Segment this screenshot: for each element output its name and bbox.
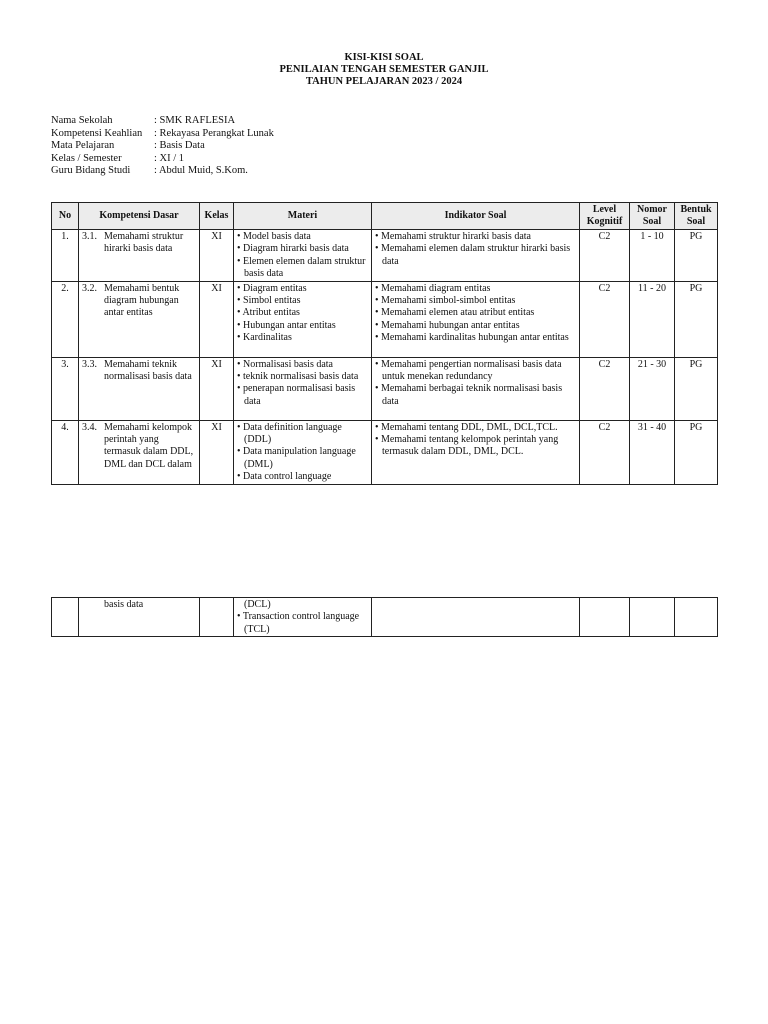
cell-no bbox=[52, 598, 79, 637]
cell-kelas bbox=[200, 598, 234, 637]
header-line: Soal bbox=[642, 216, 662, 227]
info-row bbox=[51, 115, 274, 128]
table-row bbox=[52, 230, 718, 282]
header-line: Kognitif bbox=[586, 216, 623, 227]
list-item: • Memahami struktur hirarki basis data bbox=[375, 231, 576, 243]
cell-no: 2. bbox=[52, 281, 79, 357]
list-item: • Data control language bbox=[237, 471, 368, 483]
kd-number: 3.2. bbox=[82, 282, 97, 294]
cell-indikator bbox=[372, 420, 580, 484]
cell-bentuk: PG bbox=[675, 420, 718, 484]
info-row bbox=[51, 153, 274, 166]
info-block bbox=[51, 115, 274, 178]
header-line: Level bbox=[592, 204, 617, 215]
list-item: • Memahami diagram entitas bbox=[375, 283, 576, 295]
cell-indikator bbox=[372, 281, 580, 357]
cell-kelas: XI bbox=[200, 357, 234, 420]
info-label: Nama Sekolah bbox=[51, 115, 113, 126]
list-item: • Memahami berbagai teknik normalisasi basis data bbox=[375, 383, 576, 408]
materi-continued-text: (DCL) bbox=[244, 599, 271, 610]
cell-materi bbox=[234, 230, 372, 282]
list-item: • penerapan normalisasi basis data bbox=[237, 383, 368, 408]
cell-no: 3. bbox=[52, 357, 79, 420]
info-row bbox=[51, 140, 274, 153]
header-line: Nomor bbox=[637, 204, 667, 215]
cell-nomor: 21 - 30 bbox=[630, 357, 675, 420]
list-item: • Memahami tentang DDL, DML, DCL,TCL. bbox=[375, 422, 576, 434]
table-row bbox=[52, 281, 718, 357]
cell-indikator bbox=[372, 357, 580, 420]
cell-level bbox=[580, 598, 630, 637]
col-header-bentuk-soal bbox=[675, 203, 718, 230]
cell-kompetensi-dasar bbox=[79, 357, 200, 420]
doc-subtitle: PENILAIAN TENGAH SEMESTER GANJIL bbox=[279, 64, 489, 75]
list-item: • Memahami hubungan antar entitas bbox=[375, 320, 576, 332]
info-value: : Rekayasa Perangkat Lunak bbox=[154, 127, 274, 139]
info-label: Kompetensi Keahlian bbox=[51, 127, 143, 139]
kd-text: basis data bbox=[104, 599, 144, 610]
list-item: • Memahami simbol-simbol entitas bbox=[375, 295, 576, 307]
list-item: • Hubungan antar entitas bbox=[237, 320, 368, 332]
info-row bbox=[51, 128, 274, 141]
list-item: • Kardinalitas bbox=[237, 332, 368, 344]
list-item: • Memahami elemen atau atribut entitas bbox=[375, 307, 576, 319]
list-item: • Memahami pengertian normalisasi basis data untuk menekan redundancy bbox=[375, 359, 576, 384]
list-item: • Memahami tentang kelompok perintah yang termasuk dalam DDL, DML, DCL. bbox=[375, 434, 576, 459]
info-label: Kelas / Semester bbox=[51, 152, 122, 164]
cell-nomor bbox=[630, 598, 675, 637]
kd-text: Memahami kelompok perintah yang termasuk dalam DDL, DML dan DCL dalam bbox=[104, 421, 194, 470]
kisi-kisi-table-continued bbox=[51, 597, 718, 637]
cell-kelas: XI bbox=[200, 420, 234, 484]
col-header-no: No bbox=[52, 203, 79, 230]
table-row bbox=[52, 598, 718, 637]
cell-kompetensi-dasar bbox=[79, 281, 200, 357]
info-value: : Abdul Muid, S.Kom. bbox=[154, 165, 248, 177]
list-item: • Elemen elemen dalam struktur basis data bbox=[237, 256, 368, 281]
list-item: • Transaction control language (TCL) bbox=[237, 611, 368, 636]
list-item: • Diagram entitas bbox=[237, 283, 368, 295]
list-item: • Simbol entitas bbox=[237, 295, 368, 307]
col-header-nomor-soal bbox=[630, 203, 675, 230]
cell-indikator bbox=[372, 598, 580, 637]
info-label: Guru Bidang Studi bbox=[51, 165, 131, 177]
list-item: • Model basis data bbox=[237, 231, 368, 243]
cell-materi bbox=[234, 420, 372, 484]
cell-materi bbox=[234, 598, 372, 637]
cell-materi bbox=[234, 357, 372, 420]
col-header-materi: Materi bbox=[234, 203, 372, 230]
info-label: Mata Pelajaran bbox=[51, 140, 115, 152]
cell-no: 4. bbox=[52, 420, 79, 484]
kd-text: Memahami struktur hirarki basis data bbox=[104, 231, 184, 255]
cell-bentuk: PG bbox=[675, 357, 718, 420]
kd-number: 3.4. bbox=[82, 421, 97, 433]
info-value: : XI / 1 bbox=[154, 152, 185, 164]
cell-kompetensi-dasar bbox=[79, 230, 200, 282]
cell-nomor: 11 - 20 bbox=[630, 281, 675, 357]
info-row bbox=[51, 165, 274, 178]
kd-text: Memahami teknik normalisasi basis data bbox=[104, 358, 192, 383]
cell-kompetensi-dasar bbox=[79, 420, 200, 484]
col-header-indikator-soal: Indikator Soal bbox=[372, 203, 580, 230]
col-header-kelas: Kelas bbox=[200, 203, 234, 230]
cell-kelas: XI bbox=[200, 281, 234, 357]
col-header-kompetensi-dasar: Kompetensi Dasar bbox=[79, 203, 200, 230]
cell-materi bbox=[234, 281, 372, 357]
table-row bbox=[52, 357, 718, 420]
table-row bbox=[52, 420, 718, 484]
cell-bentuk: PG bbox=[675, 230, 718, 282]
kd-number: 3.1. bbox=[82, 231, 97, 242]
kisi-kisi-table bbox=[51, 202, 718, 485]
cell-level: C2 bbox=[580, 357, 630, 420]
cell-nomor: 1 - 10 bbox=[630, 230, 675, 282]
list-item: • Memahami kardinalitas hubungan antar entitas bbox=[375, 332, 576, 344]
cell-no: 1. bbox=[52, 230, 79, 282]
list-item: • Diagram hirarki basis data bbox=[237, 243, 368, 255]
kd-number: 3.3. bbox=[82, 358, 97, 370]
cell-level: C2 bbox=[580, 281, 630, 357]
doc-title: KISI-KISI SOAL bbox=[344, 52, 424, 63]
cell-level: C2 bbox=[580, 230, 630, 282]
cell-kelas: XI bbox=[200, 230, 234, 282]
col-header-level-kognitif bbox=[580, 203, 630, 230]
doc-year: TAHUN PELAJARAN 2023 / 2024 bbox=[305, 76, 463, 87]
list-item: • teknik normalisasi basis data bbox=[237, 371, 368, 383]
header-line: Bentuk bbox=[680, 204, 712, 215]
cell-kompetensi-dasar bbox=[79, 598, 200, 637]
table-header-row bbox=[52, 203, 718, 230]
kd-text: Memahami bentuk diagram hubungan antar entitas bbox=[104, 282, 180, 319]
list-item: • Data manipulation language (DML) bbox=[237, 446, 368, 471]
header-line: Soal bbox=[686, 216, 706, 227]
info-value: : Basis Data bbox=[154, 140, 205, 152]
cell-bentuk: PG bbox=[675, 281, 718, 357]
kd-number bbox=[82, 599, 104, 611]
list-item: • Normalisasi basis data bbox=[237, 359, 368, 371]
list-item: • Data definition language (DDL) bbox=[237, 422, 368, 447]
cell-level: C2 bbox=[580, 420, 630, 484]
info-value: : SMK RAFLESIA bbox=[154, 115, 236, 126]
list-item: • Memahami elemen dalam struktur hirarki basis data bbox=[375, 243, 576, 268]
cell-bentuk bbox=[675, 598, 718, 637]
cell-nomor: 31 - 40 bbox=[630, 420, 675, 484]
cell-indikator bbox=[372, 230, 580, 282]
list-item: • Atribut entitas bbox=[237, 307, 368, 319]
